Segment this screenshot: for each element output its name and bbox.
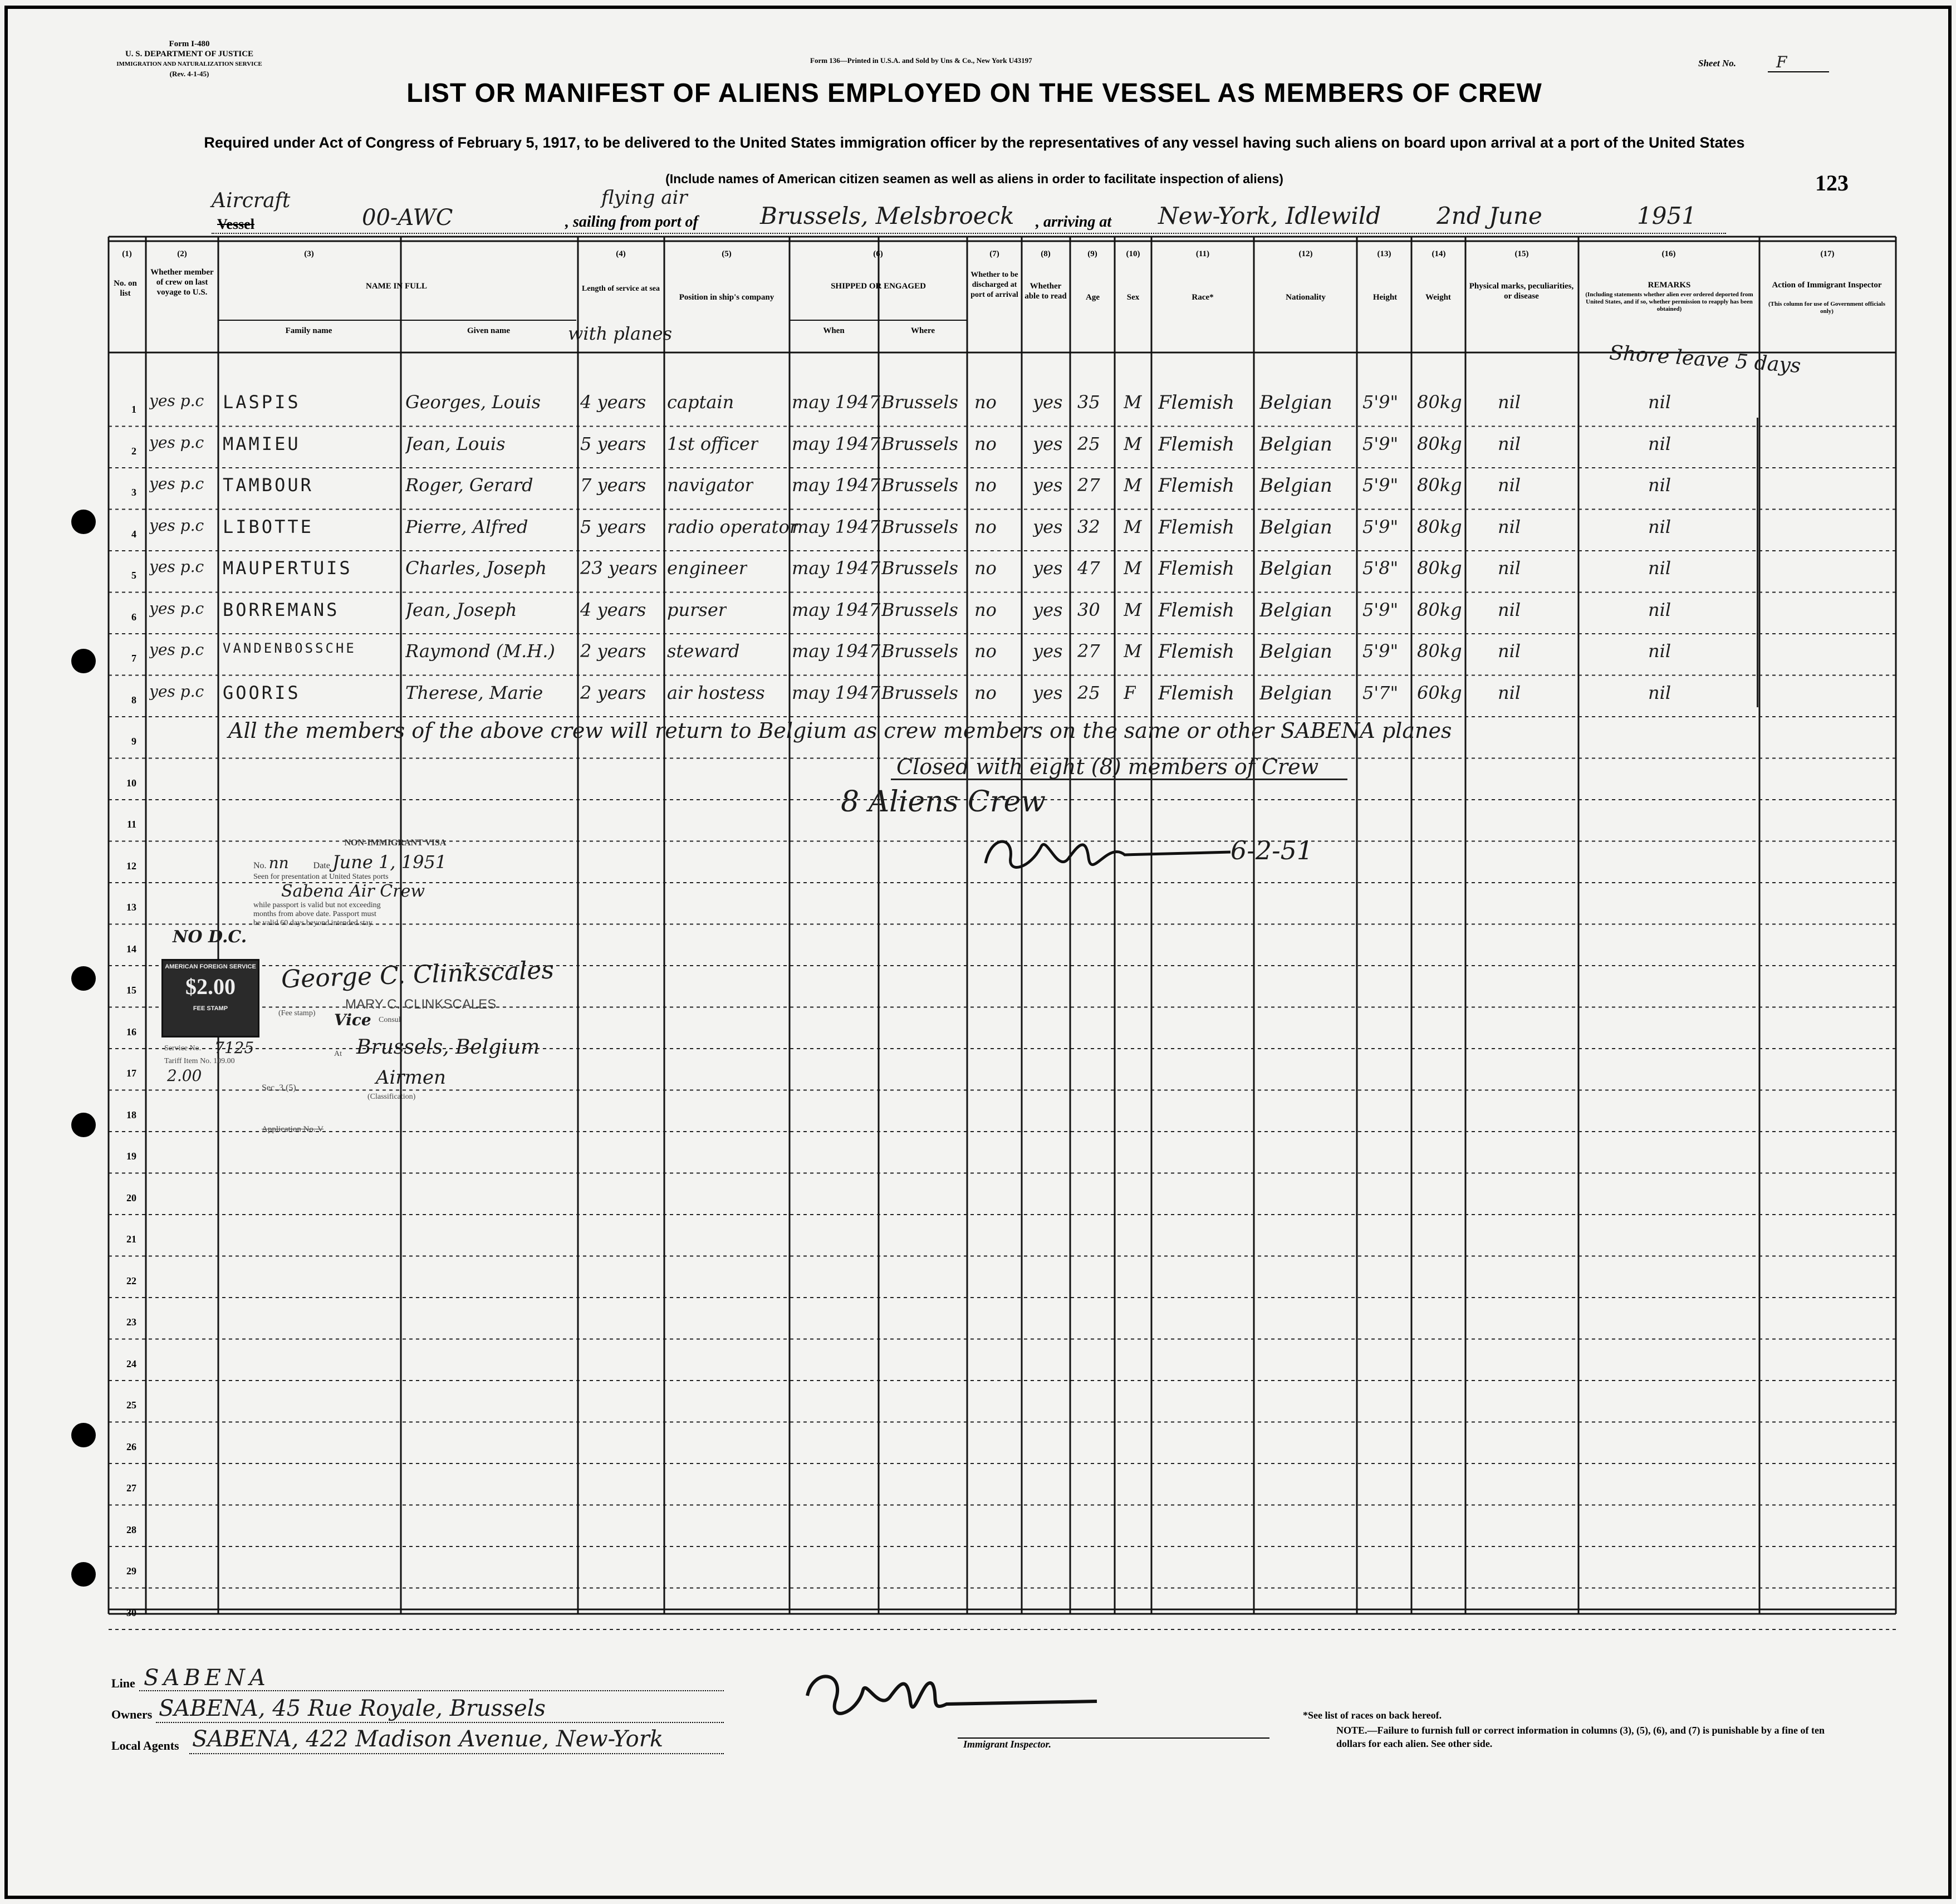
fee-stamp-bottom: FEE STAMP <box>193 1005 228 1012</box>
column-number: (13) <box>1377 249 1391 258</box>
row-number: 11 <box>126 819 136 830</box>
column-number: (12) <box>1298 249 1313 258</box>
page-title: LIST OR MANIFEST OF ALIENS EMPLOYED ON THE VESSEL AS MEMBERS OF CREW <box>406 79 1542 108</box>
row-number: 2 <box>131 445 136 457</box>
shipped-when-cell: may 1947 <box>792 682 881 703</box>
row-number: 3 <box>131 487 136 498</box>
weight-cell: 80kg <box>1417 599 1462 620</box>
visa-application: Application No. V <box>262 1125 323 1134</box>
col-service-header: Length of service at sea <box>582 285 660 293</box>
discharged-cell: no <box>974 474 997 496</box>
discharged-cell: no <box>974 557 997 579</box>
age-cell: 35 <box>1077 391 1100 413</box>
line-underline <box>139 1690 724 1691</box>
able-to-read-cell: yes <box>1033 433 1063 454</box>
marks-cell: nil <box>1498 557 1521 579</box>
column-number: (2) <box>177 249 187 258</box>
last-voyage-cell: yes p.c <box>149 474 204 493</box>
nationality-cell: Belgian <box>1259 433 1332 456</box>
position-cell: engineer <box>667 557 748 579</box>
family-name-cell: LASPIS <box>223 391 301 413</box>
visa-line5: be valid 60 days beyond intended stay. <box>253 919 374 927</box>
family-name-cell: TAMBOUR <box>223 474 313 496</box>
weight-cell: 80kg <box>1417 433 1462 454</box>
fee-stamp-value: $2.00 <box>185 974 236 999</box>
sex-cell: M <box>1124 599 1142 620</box>
remarks-cell: nil <box>1648 557 1671 579</box>
sex-cell: M <box>1124 557 1142 579</box>
visa-stamp <box>253 838 537 928</box>
row-number: 21 <box>126 1234 136 1245</box>
visa-fee: 2.00 <box>167 1066 202 1085</box>
height-cell: 5'9" <box>1362 640 1399 662</box>
sex-cell: F <box>1124 682 1136 703</box>
row-number: 4 <box>131 528 136 540</box>
arriving-port: New-York, Idlewild <box>1158 202 1381 229</box>
column-number: (7) <box>989 249 999 258</box>
form-number: Form I-480 <box>169 40 210 48</box>
remarks-cell: nil <box>1648 682 1671 703</box>
service-cell: 2 years <box>580 640 646 662</box>
agents-value: SABENA, 422 Madison Avenue, New-York <box>192 1726 664 1752</box>
owners-value: SABENA, 45 Rue Royale, Brussels <box>159 1696 546 1721</box>
weight-cell: 60kg <box>1417 682 1462 703</box>
column-number: (1) <box>122 249 132 258</box>
shipped-when-cell: may 1947 <box>792 557 881 579</box>
last-voyage-cell: yes p.c <box>149 557 204 576</box>
tariff: Tariff Item No. 109.00 <box>164 1057 235 1065</box>
from-port: Brussels, Melsbroeck <box>760 202 1014 229</box>
shipped-where-cell: Brussels <box>881 640 958 662</box>
fee-stamp <box>161 959 259 1037</box>
weight-cell: 80kg <box>1417 557 1462 579</box>
classification-label: (Classification) <box>367 1093 416 1101</box>
visa-line3: while passport is valid but not exceeding <box>253 901 381 909</box>
row-number: 27 <box>126 1482 136 1494</box>
visa-no-label: No. <box>253 861 267 870</box>
race-cell: Flemish <box>1158 599 1235 621</box>
marks-cell: nil <box>1498 682 1521 703</box>
service-cell: 5 years <box>580 433 646 454</box>
col-when-header: When <box>823 326 845 335</box>
row-number: 25 <box>126 1399 136 1411</box>
note-label: NOTE. <box>1336 1725 1367 1736</box>
last-voyage-cell: yes p.c <box>149 640 204 659</box>
shipped-where-cell: Brussels <box>881 599 958 620</box>
row-number: 17 <box>126 1068 136 1079</box>
row-number: 15 <box>126 985 136 996</box>
marks-cell: nil <box>1498 516 1521 537</box>
race-cell: Flemish <box>1158 640 1235 663</box>
arrival-date: 2nd June <box>1437 202 1542 229</box>
height-cell: 5'9" <box>1362 516 1399 537</box>
family-name-cell: VANDENBOSSCHE <box>223 640 356 656</box>
shipped-when-cell: may 1947 <box>792 599 881 620</box>
shore-leave-note: Shore leave 5 days <box>1608 341 1802 378</box>
shipped-where-cell: Brussels <box>881 557 958 579</box>
visa-handnote: NO D.C. <box>173 927 247 947</box>
discharged-cell: no <box>974 682 997 703</box>
remarks-cell: nil <box>1648 599 1671 620</box>
row-number: 1 <box>131 404 136 415</box>
remarks-cell: nil <box>1648 433 1671 454</box>
remarks-cell: nil <box>1648 516 1671 537</box>
service-cell: 5 years <box>580 516 646 537</box>
family-name-cell: GOORIS <box>223 682 301 703</box>
last-voyage-cell: yes p.c <box>149 433 204 452</box>
column-number: (17) <box>1820 249 1835 258</box>
shipped-when-cell: may 1947 <box>792 640 881 662</box>
return-note: All the members of the above crew will return to Belgium as crew members on the same or other SABENA planes <box>228 718 1452 743</box>
age-cell: 27 <box>1077 640 1100 662</box>
row-number: 23 <box>126 1316 136 1328</box>
include-note: (Include names of American citizen seamen as well as aliens in order to facilitate inspection of aliens) <box>665 172 1283 186</box>
shipped-where-cell: Brussels <box>881 516 958 537</box>
visa-section: Sec. 3 (5) <box>262 1083 296 1093</box>
printer-line: Form 136—Printed in U.S.A. and Sold by Uns & Co., New York U43197 <box>810 56 1032 65</box>
agents-label: Local Agents <box>111 1739 179 1753</box>
given-name-cell: Jean, Louis <box>405 433 506 454</box>
able-to-read-cell: yes <box>1033 682 1063 703</box>
able-to-read-cell: yes <box>1033 474 1063 496</box>
aliens-count-note: 8 Aliens Crew <box>841 785 1046 819</box>
agents-underline <box>189 1753 724 1754</box>
nationality-cell: Belgian <box>1259 516 1332 539</box>
position-cell: steward <box>667 640 740 662</box>
height-cell: 5'9" <box>1362 391 1399 413</box>
family-name-cell: MAMIEU <box>223 433 301 454</box>
service-cell: 4 years <box>580 599 646 620</box>
height-cell: 5'9" <box>1362 474 1399 496</box>
shipped-when-cell: may 1947 <box>792 516 881 537</box>
given-name-cell: Therese, Marie <box>405 682 543 703</box>
given-name-cell: Pierre, Alfred <box>405 516 528 537</box>
age-cell: 30 <box>1077 599 1100 620</box>
col-height-header: Height <box>1372 293 1398 302</box>
marks-cell: nil <box>1498 474 1521 496</box>
col-read-header: Whether able to read <box>1024 282 1067 301</box>
page-number: 123 <box>1815 170 1849 195</box>
owners-underline <box>156 1722 724 1723</box>
sex-cell: M <box>1124 433 1142 454</box>
row-number: 22 <box>126 1275 136 1286</box>
closed-underline <box>891 779 1347 780</box>
consul-vice: Vice <box>334 1011 371 1029</box>
visa-heading: NON-IMMIGRANT VISA <box>344 838 447 848</box>
column-number: (4) <box>616 249 626 258</box>
height-cell: 5'9" <box>1362 599 1399 620</box>
race-note: *See list of races on back hereof. <box>1303 1710 1442 1721</box>
col-age-header: Age <box>1086 293 1100 302</box>
form-revision: (Rev. 4-1-45) <box>169 70 209 78</box>
shipped-when-cell: may 1947 <box>792 391 881 413</box>
height-cell: 5'9" <box>1362 433 1399 454</box>
col-shipped-header: SHIPPED OR ENGAGED <box>831 282 926 291</box>
column-number: (9) <box>1087 249 1097 258</box>
at-label: At <box>334 1050 342 1058</box>
row-number: 6 <box>131 611 136 623</box>
given-name-cell: Roger, Gerard <box>405 474 533 496</box>
column-number: (6) <box>873 249 883 258</box>
family-name-cell: MAUPERTUIS <box>223 557 352 579</box>
row-number: 9 <box>131 736 136 747</box>
col-no-header: No. on list <box>114 279 137 298</box>
age-cell: 27 <box>1077 474 1100 496</box>
row-number: 5 <box>131 570 136 581</box>
line-value: SABENA <box>144 1665 270 1691</box>
closed-note: Closed with eight (8) members of Crew <box>896 755 1319 779</box>
age-cell: 32 <box>1077 516 1100 537</box>
marks-cell: nil <box>1498 433 1521 454</box>
sex-cell: M <box>1124 474 1142 496</box>
service-cell: 4 years <box>580 391 646 413</box>
column-number: (11) <box>1195 249 1210 258</box>
able-to-read-cell: yes <box>1033 516 1063 537</box>
col-nationality-header: Nationality <box>1286 293 1326 302</box>
row-number: 13 <box>126 902 136 913</box>
marks-cell: nil <box>1498 599 1521 620</box>
remarks-cell: nil <box>1648 391 1671 413</box>
sex-cell: M <box>1124 516 1142 537</box>
visa-line2: Sabena Air Crew <box>281 882 425 901</box>
consul-signature: George C. Clinkscales <box>281 956 555 994</box>
inspector-date: 6-2-51 <box>1231 835 1313 865</box>
inspector-signature <box>796 1662 1108 1735</box>
service-no-label: Service No. <box>164 1044 202 1053</box>
service-no: 7125 <box>214 1039 254 1057</box>
row-number: 20 <box>126 1192 136 1203</box>
column-number: (14) <box>1432 249 1446 258</box>
sailing-written: flying air <box>601 187 688 209</box>
height-cell: 5'7" <box>1362 682 1399 703</box>
col-remarks-header: REMARKS <box>1648 281 1691 290</box>
col-family-header: Family name <box>285 326 332 335</box>
row-number: 29 <box>126 1565 136 1577</box>
column-number: (15) <box>1514 249 1529 258</box>
remarks-cell: nil <box>1648 640 1671 662</box>
line-label: Line <box>111 1676 135 1690</box>
sex-cell: M <box>1124 391 1142 413</box>
discharged-cell: no <box>974 516 997 537</box>
col-remarks-note: (Including statements whether alien ever ordered deported from United States, and if so, whether permission to reapply has been obtained) <box>1585 291 1753 312</box>
last-voyage-cell: yes p.c <box>149 599 204 618</box>
row-number: 7 <box>131 653 136 664</box>
col-position-header: Position in ship's company <box>679 293 774 302</box>
row-number: 12 <box>126 860 136 872</box>
inspector-label: Immigrant Inspector. <box>963 1739 1052 1750</box>
visa-line1: Seen for presentation at United States ports <box>253 873 389 881</box>
remarks-bracket <box>1757 418 1758 707</box>
col-weight-header: Weight <box>1425 293 1451 302</box>
sailing-label: , sailing from port of <box>565 213 698 231</box>
col-discharged-header: Whether to be discharged at port of arrival <box>970 271 1018 299</box>
discharged-cell: no <box>974 391 997 413</box>
visa-line4: months from above date. Passport must <box>253 910 376 918</box>
race-cell: Flemish <box>1158 682 1235 704</box>
given-name-cell: Jean, Joseph <box>405 599 517 620</box>
col-marks-header: Physical marks, peculiarities, or disease <box>1469 282 1574 301</box>
row-number: 30 <box>126 1607 136 1618</box>
sex-cell: M <box>1124 640 1142 662</box>
column-number: (5) <box>722 249 732 258</box>
age-cell: 47 <box>1077 557 1100 579</box>
row-number: 8 <box>131 694 136 706</box>
visa-at: Brussels, Belgium <box>356 1036 540 1059</box>
col-last-voyage-header: Whether member of crew on last voyage to U.S. <box>150 268 214 297</box>
race-cell: Flemish <box>1158 516 1235 539</box>
shipped-where-cell: Brussels <box>881 474 958 496</box>
service-cell: 23 years <box>580 557 658 579</box>
row-number: 26 <box>126 1441 136 1452</box>
col-action-note: (This column for use of Government officials only) <box>1768 301 1885 315</box>
page-subtitle: Required under Act of Congress of February 5, 1917, to be delivered to the United States immigration officer by the representatives of any vessel having such aliens on board upon arrival at a port of the United States <box>204 134 1745 151</box>
shipped-where-cell: Brussels <box>881 682 958 703</box>
age-cell: 25 <box>1077 433 1100 454</box>
col-race-header: Race* <box>1192 293 1214 302</box>
row-number: 28 <box>126 1524 136 1535</box>
arriving-label: , arriving at <box>1036 213 1112 231</box>
sheet-number: F <box>1776 53 1787 71</box>
nationality-cell: Belgian <box>1259 640 1332 663</box>
able-to-read-cell: yes <box>1033 557 1063 579</box>
vessel-written: Aircraft <box>212 189 291 212</box>
weight-cell: 80kg <box>1417 391 1462 413</box>
height-cell: 5'8" <box>1362 557 1399 579</box>
col-given-header: Given name <box>467 326 511 335</box>
race-cell: Flemish <box>1158 557 1235 580</box>
discharged-cell: no <box>974 433 997 454</box>
row-number: 18 <box>126 1109 136 1120</box>
remarks-cell: nil <box>1648 474 1671 496</box>
col-where-header: Where <box>910 326 935 335</box>
visa-date: June 1, 1951 <box>332 851 447 873</box>
fee-stamp-top: AMERICAN FOREIGN SERVICE <box>165 963 256 970</box>
discharged-cell: no <box>974 640 997 662</box>
column-number: (3) <box>304 249 314 258</box>
column-number: (16) <box>1661 249 1676 258</box>
position-cell: 1st officer <box>667 433 759 454</box>
able-to-read-cell: yes <box>1033 640 1063 662</box>
weight-cell: 80kg <box>1417 474 1462 496</box>
vessel-name: 00-AWC <box>362 205 453 231</box>
nationality-cell: Belgian <box>1259 557 1332 580</box>
service-cell: 7 years <box>580 474 646 496</box>
service-written: with planes <box>568 323 673 344</box>
inspector-signature-mid <box>980 824 1242 885</box>
visa-classification: Airmen <box>376 1066 446 1089</box>
race-cell: Flemish <box>1158 433 1235 456</box>
nationality-cell: Belgian <box>1259 474 1332 497</box>
position-cell: radio operator <box>667 516 798 537</box>
col-action-header: Action of Immigrant Inspector <box>1772 281 1882 290</box>
discharged-cell: no <box>974 599 997 620</box>
row-number: 24 <box>126 1358 136 1369</box>
service-name: IMMIGRATION AND NATURALIZATION SERVICE <box>116 61 262 67</box>
vessel-label: Vessel <box>217 216 254 232</box>
age-cell: 25 <box>1077 682 1100 703</box>
arrival-year: 1951 <box>1637 202 1697 229</box>
consul-name: MARY C. CLINKSCALES <box>345 997 497 1012</box>
weight-cell: 80kg <box>1417 516 1462 537</box>
marks-cell: nil <box>1498 391 1521 413</box>
column-number: (8) <box>1041 249 1051 258</box>
family-name-cell: BORREMANS <box>223 599 340 620</box>
row-number: 10 <box>126 777 136 789</box>
last-voyage-cell: yes p.c <box>149 391 204 410</box>
able-to-read-cell: yes <box>1033 391 1063 413</box>
weight-cell: 80kg <box>1417 640 1462 662</box>
sheet-label: Sheet No. <box>1698 58 1736 68</box>
nationality-cell: Belgian <box>1259 599 1332 621</box>
position-cell: purser <box>667 599 727 620</box>
shipped-where-cell: Brussels <box>881 433 958 454</box>
row-number: 14 <box>126 943 136 955</box>
column-number: (10) <box>1126 249 1140 258</box>
fee-stamp-label: (Fee stamp) <box>278 1009 316 1017</box>
shipped-when-cell: may 1947 <box>792 433 881 454</box>
given-name-cell: Georges, Louis <box>405 391 541 413</box>
consul-label: Consul <box>379 1016 401 1024</box>
marks-cell: nil <box>1498 640 1521 662</box>
given-name-cell: Charles, Joseph <box>405 557 547 579</box>
shipped-where-cell: Brussels <box>881 391 958 413</box>
family-name-cell: LIBOTTE <box>223 516 313 537</box>
shipped-when-cell: may 1947 <box>792 474 881 496</box>
nationality-cell: Belgian <box>1259 391 1332 414</box>
department: U. S. DEPARTMENT OF JUSTICE <box>125 50 254 58</box>
able-to-read-cell: yes <box>1033 599 1063 620</box>
visa-date-label: Date <box>313 861 330 870</box>
service-cell: 2 years <box>580 682 646 703</box>
owners-label: Owners <box>111 1707 153 1721</box>
given-name-cell: Raymond (M.H.) <box>405 640 555 662</box>
race-cell: Flemish <box>1158 474 1235 497</box>
last-voyage-cell: yes p.c <box>149 682 204 701</box>
position-cell: captain <box>667 391 734 413</box>
col-sex-header: Sex <box>1126 293 1140 302</box>
col-name-header: NAME IN FULL <box>365 282 427 291</box>
fine-note <box>1336 1724 1826 1750</box>
position-cell: air hostess <box>667 682 765 703</box>
position-cell: navigator <box>667 474 753 496</box>
nationality-cell: Belgian <box>1259 682 1332 704</box>
last-voyage-cell: yes p.c <box>149 516 204 535</box>
race-cell: Flemish <box>1158 391 1235 414</box>
row-number: 16 <box>126 1026 136 1037</box>
row-number: 19 <box>126 1151 136 1162</box>
visa-no: nn <box>268 854 289 872</box>
note-text: —Failure to furnish full or correct information in columns (3), (5), (6), and (7) is punishable by a fine of ten dollars for each alien. See other side. <box>1336 1725 1825 1749</box>
